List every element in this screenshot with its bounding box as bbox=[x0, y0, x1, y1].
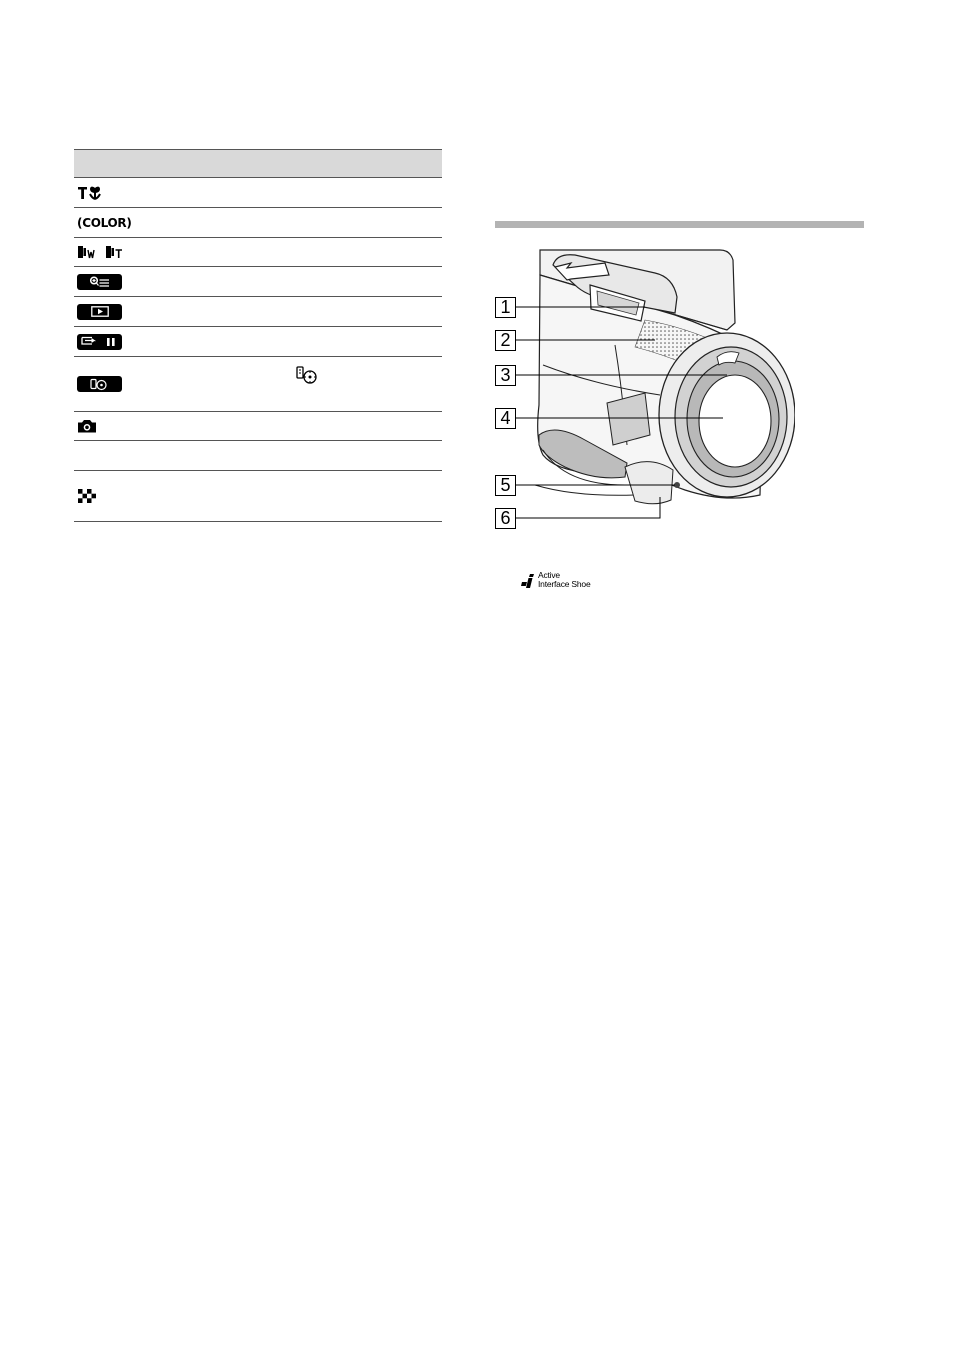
table-row bbox=[74, 178, 442, 208]
tele-macro-icon bbox=[77, 185, 103, 201]
callout-4: 4 bbox=[495, 408, 516, 429]
magnify-list-button-icon bbox=[77, 274, 122, 290]
table-row bbox=[74, 238, 442, 267]
callout-5: 5 bbox=[495, 475, 516, 496]
table-row bbox=[74, 471, 442, 522]
callout-1: 1 bbox=[495, 297, 516, 318]
table-row bbox=[74, 441, 442, 471]
active-interface-shoe-icon bbox=[521, 573, 537, 594]
indicator-table bbox=[74, 149, 442, 522]
checkered-flag-icon bbox=[77, 488, 97, 504]
logo-line-2: Interface Shoe bbox=[538, 578, 591, 589]
section-divider-bar bbox=[495, 221, 864, 228]
callout-6: 6 bbox=[495, 508, 516, 529]
conversion-lens-icon bbox=[77, 244, 129, 260]
disc-tool-button-icon bbox=[77, 376, 122, 392]
slideshow-pause-button-icon bbox=[77, 334, 122, 350]
camera-icon bbox=[77, 419, 97, 434]
camcorder-illustration bbox=[495, 245, 795, 535]
table-row bbox=[74, 208, 442, 238]
logo-line-1: Active bbox=[538, 570, 560, 580]
table-row bbox=[74, 412, 442, 441]
playback-button-icon bbox=[77, 304, 122, 320]
table-header bbox=[74, 149, 442, 178]
table-row bbox=[74, 357, 442, 412]
table-row bbox=[74, 297, 442, 327]
callout-2: 2 bbox=[495, 330, 516, 351]
color-slow-shutter-icon: (COLOR) bbox=[77, 215, 132, 230]
table-row bbox=[74, 327, 442, 357]
camcorder-front-figure bbox=[495, 245, 795, 535]
disc-settings-icon bbox=[296, 365, 318, 390]
callout-3: 3 bbox=[495, 365, 516, 386]
table-row bbox=[74, 267, 442, 297]
active-interface-shoe-logo bbox=[521, 571, 591, 591]
